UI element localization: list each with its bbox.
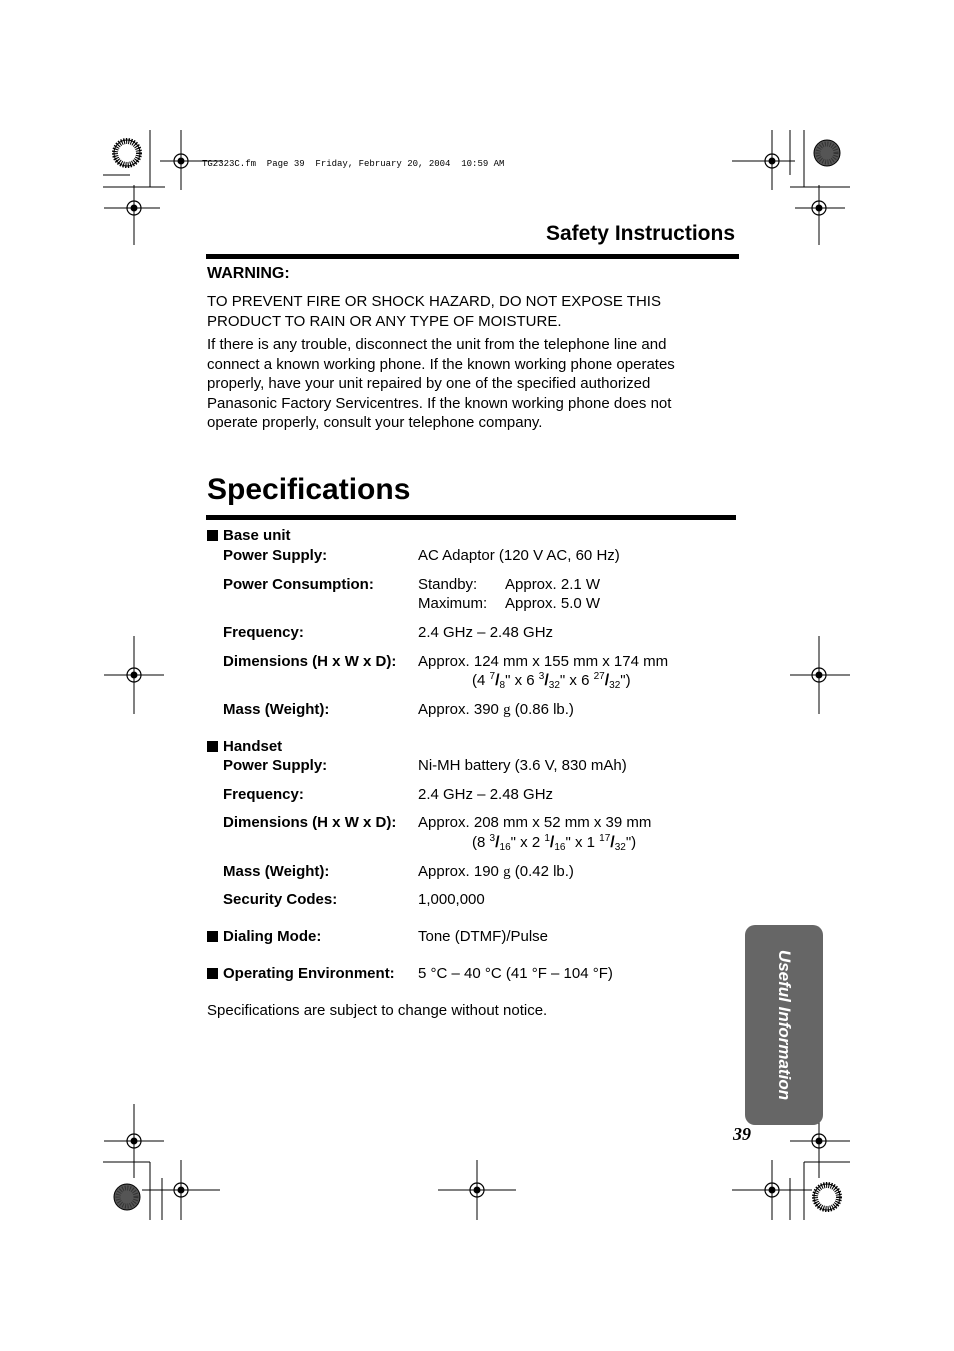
spec-sublabel: Maximum: — [418, 595, 488, 612]
spec-value: Approx. 5.0 W — [505, 595, 601, 612]
spec-label: Power Consumption: — [223, 576, 374, 593]
specifications-title: Specifications — [207, 473, 411, 506]
spec-value: Approx. 190 g (0.42 lb.) — [418, 863, 574, 880]
spec-value: 2.4 GHz – 2.48 GHz — [418, 786, 554, 803]
warning-caps-line: TO PREVENT FIRE OR SHOCK HAZARD, DO NOT EXPOSE THIS — [207, 293, 661, 310]
side-tab — [745, 925, 823, 1125]
spec-label: Power Supply: — [223, 757, 328, 774]
spec-label: Dimensions (H x W x D): — [223, 814, 397, 831]
specifications-footnote: Specifications are subject to change without notice. — [207, 1002, 548, 1019]
bullet-square-icon — [207, 741, 218, 752]
specifications-rule — [206, 515, 736, 520]
spec-value: AC Adaptor (120 V AC, 60 Hz) — [418, 547, 620, 564]
spec-label: Mass (Weight): — [223, 701, 330, 718]
section-title: Safety Instructions — [545, 222, 735, 245]
spec-value: Approx. 208 mm x 52 mm x 39 mm — [418, 814, 652, 831]
spec-label: Frequency: — [223, 624, 304, 641]
spec-value: Ni-MH battery (3.6 V, 830 mAh) — [418, 757, 627, 774]
spec-value: 5 °C – 40 °C (41 °F – 104 °F) — [418, 965, 613, 982]
warning-body-line: properly, have your unit repaired by one of the specified authorized — [207, 375, 651, 392]
spec-sublabel: Standby: — [418, 576, 478, 593]
spec-value: Approx. 124 mm x 155 mm x 174 mm — [418, 653, 669, 670]
spec-label: Security Codes: — [223, 891, 338, 908]
warning-body-line: operate properly, consult your telephone company. — [207, 414, 543, 431]
page-number: 39 — [733, 1124, 751, 1144]
bullet-square-icon — [207, 968, 218, 979]
spec-value: Approx. 2.1 W — [505, 576, 601, 593]
spec-value: 2.4 GHz – 2.48 GHz — [418, 624, 554, 641]
spec-label: Frequency: — [223, 786, 304, 803]
warning-label: WARNING: — [207, 265, 290, 282]
section-title-rule — [206, 254, 739, 259]
spec-label: Power Supply: — [223, 547, 328, 564]
spec-label: Mass (Weight): — [223, 863, 330, 880]
spec-value-inches: (4 $^7/_8$" x 6 $^3/_{32}$" x 6 $^{27}/_{32}$") — [472, 671, 631, 691]
side-tab-label: Useful Information — [775, 949, 794, 1101]
bullet-square-icon — [207, 931, 218, 942]
warning-body-line: connect a known working phone. If the known working phone operates — [207, 355, 675, 373]
spec-value-inches: (8 $^3/_{16}$" x 2 $^1/_{16}$" x 1 $^{17}/_{32}$") — [472, 833, 637, 853]
handset-heading: Handset — [207, 738, 282, 755]
spec-value: 1,000,000 — [418, 891, 485, 908]
warning-caps-text — [207, 292, 727, 331]
base-unit-heading: Base unit — [207, 527, 291, 544]
warning-body-line: If there is any trouble, disconnect the unit from the telephone line and — [207, 336, 667, 353]
operating-environment-heading: Operating Environment: — [207, 965, 395, 982]
warning-body-line: Panasonic Factory Servicentres. If the known working phone does not — [207, 394, 672, 412]
warning-caps-line: PRODUCT TO RAIN OR ANY TYPE OF MOISTURE. — [207, 312, 562, 330]
spec-label: Dimensions (H x W x D): — [223, 653, 397, 670]
warning-body-text — [207, 335, 727, 433]
spec-value: Approx. 390 g (0.86 lb.) — [418, 701, 574, 718]
spec-value: Tone (DTMF)/Pulse — [418, 928, 549, 945]
dialing-mode-heading: Dialing Mode: — [207, 928, 321, 945]
bullet-square-icon — [207, 530, 218, 541]
print-header: TG2323C.fm Page 39 Friday, February 20, 2004 10:59 AM — [202, 159, 505, 169]
